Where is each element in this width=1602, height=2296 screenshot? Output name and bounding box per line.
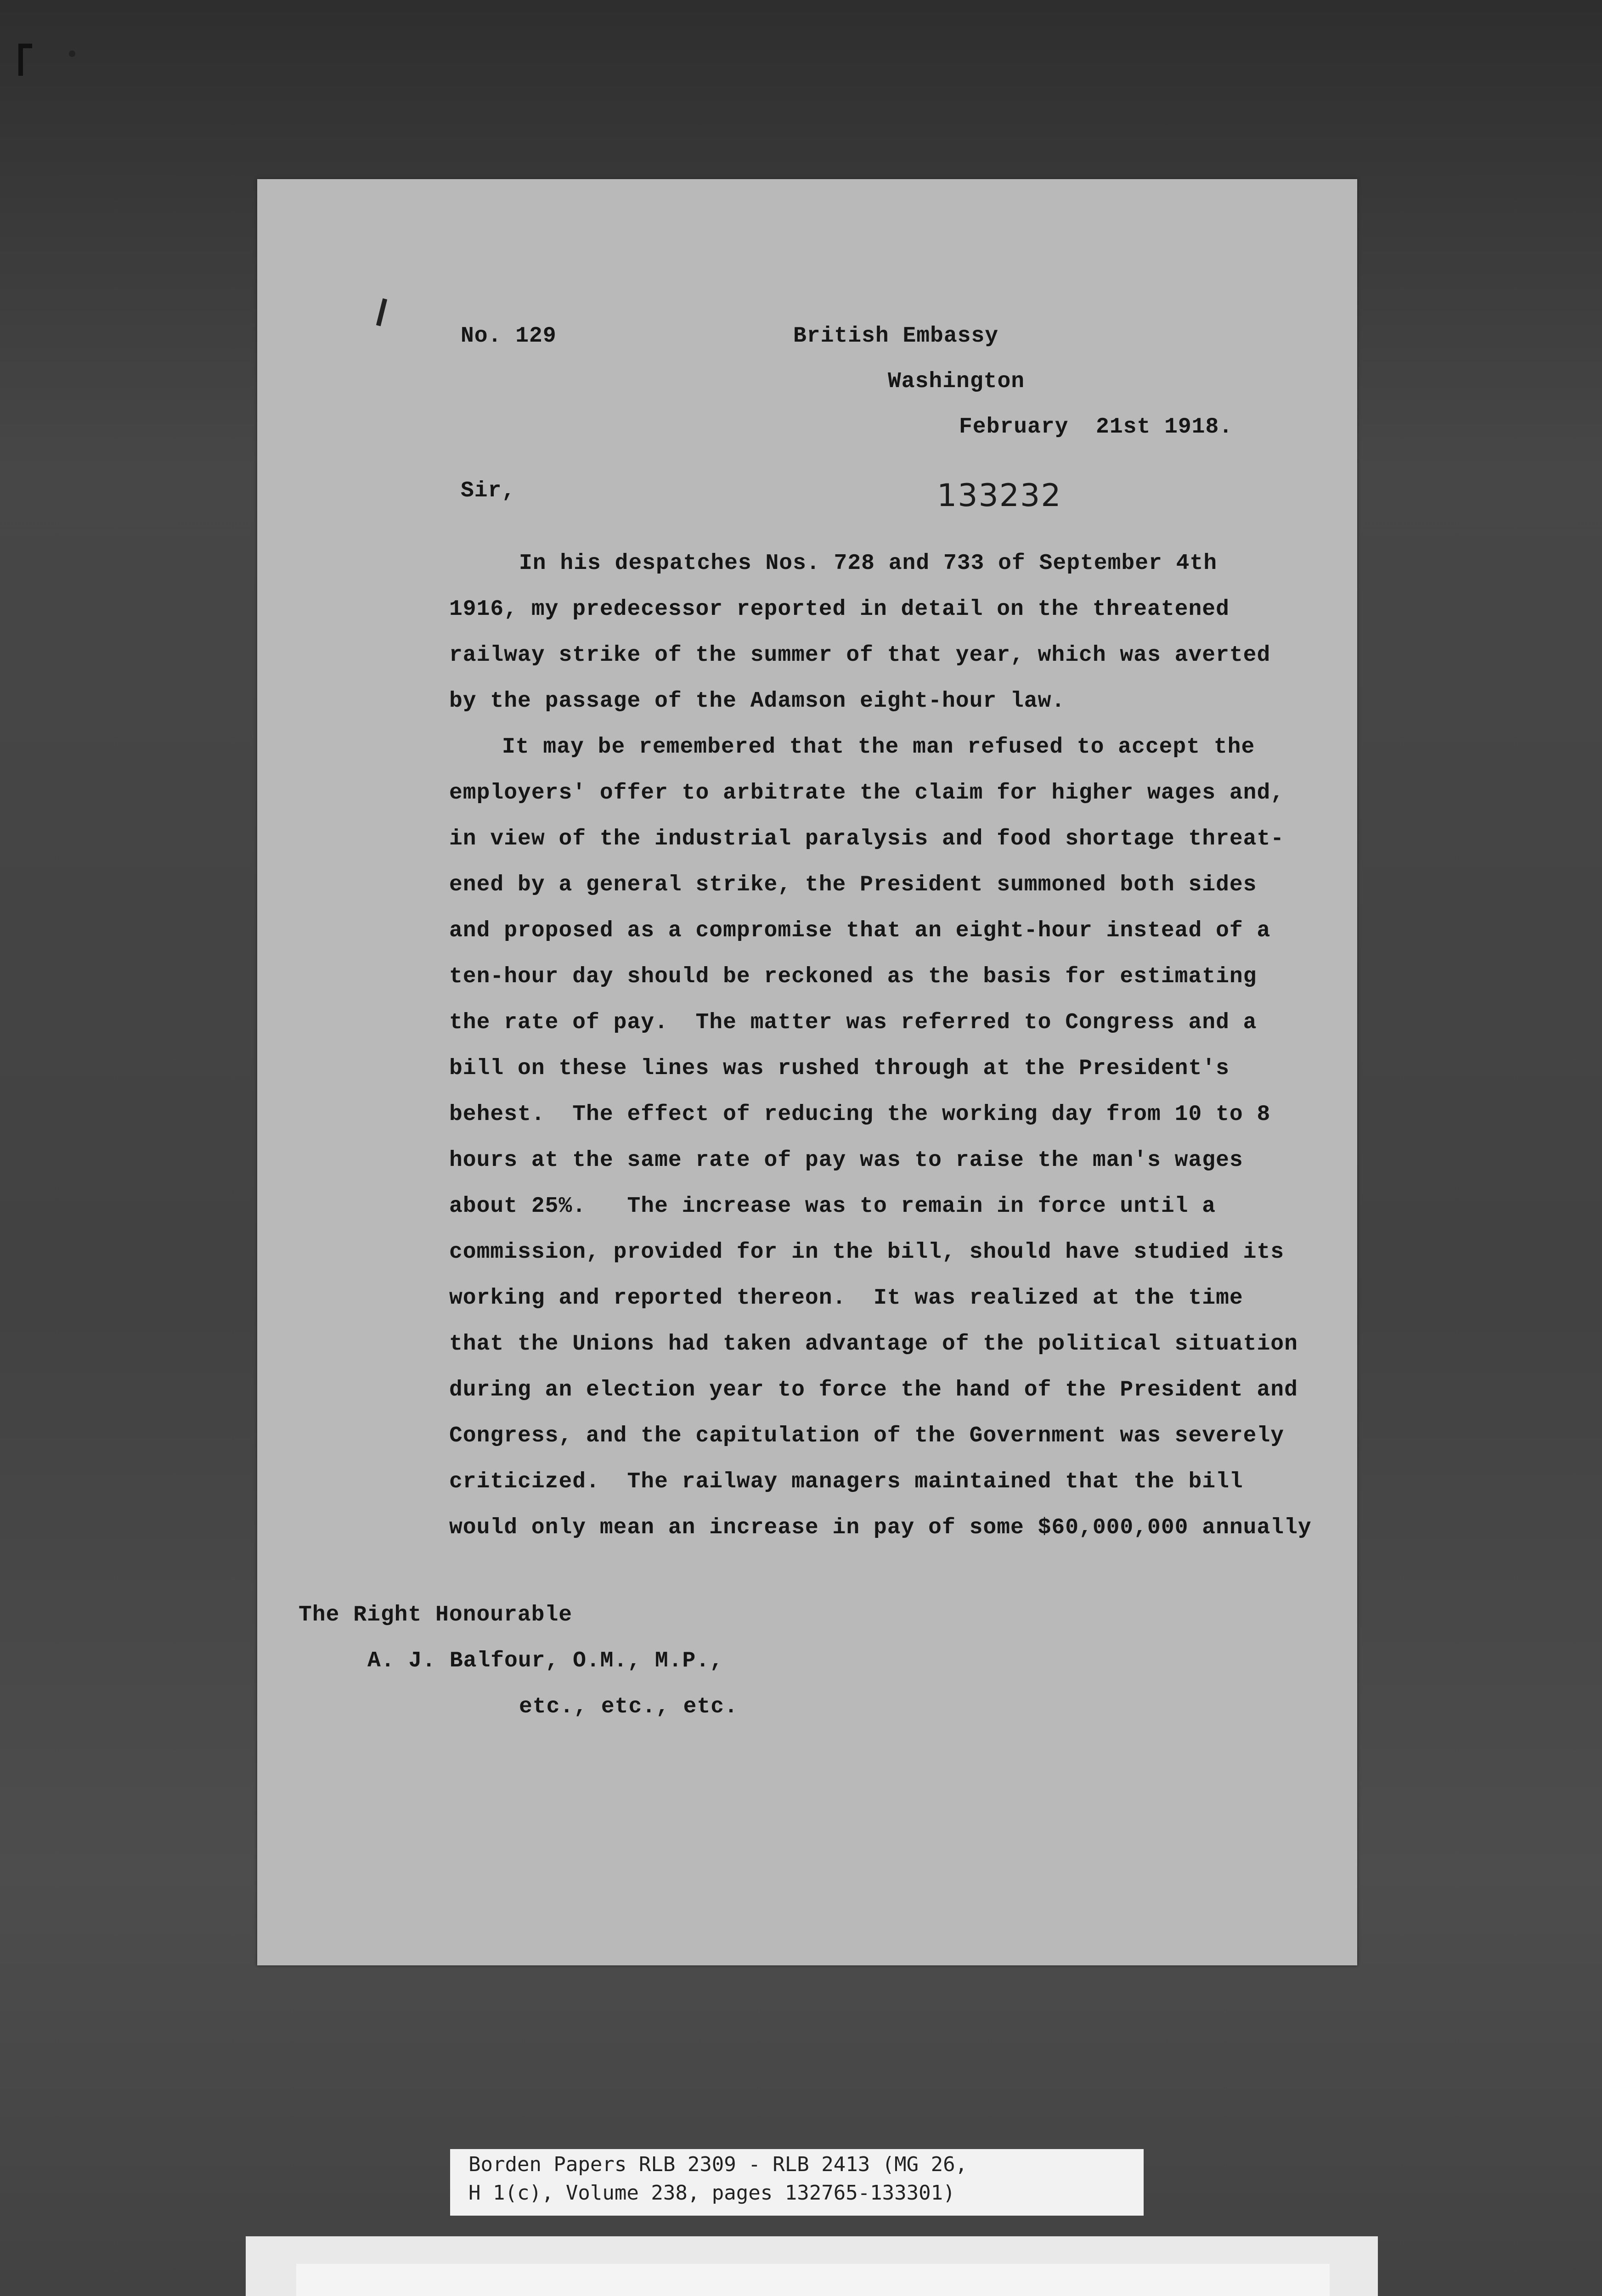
body-line: behest. The effect of reducing the working day from 10 to 8 xyxy=(449,1102,1271,1127)
body-line: criticized. The railway managers maintained that the bill xyxy=(449,1469,1243,1494)
body-line: railway strike of the summer of that year, which was averted xyxy=(449,643,1271,668)
addressee-title: The Right Honourable xyxy=(299,1603,573,1627)
reference-line: H 1(c), Volume 238, pages 132765-133301) xyxy=(468,2181,955,2205)
body-line: In his despatches Nos. 728 and 733 of September 4th xyxy=(519,551,1218,576)
body-line: ten-hour day should be reckoned as the basis for estimating xyxy=(449,964,1257,989)
body-line: by the passage of the Adamson eight-hour law. xyxy=(449,689,1066,714)
film-corner-mark xyxy=(18,44,32,76)
body-line: about 25%. The increase was to remain in force until a xyxy=(449,1194,1216,1219)
body-line: 1916, my predecessor reported in detail on the threatened xyxy=(449,597,1230,622)
body-line: commission, provided for in the bill, should have studied its xyxy=(449,1240,1285,1265)
reference-label xyxy=(450,2149,1144,2216)
addressee-name: A. J. Balfour, O.M., M.P., xyxy=(367,1649,723,1673)
body-line: that the Unions had taken advantage of the political situation xyxy=(449,1332,1298,1356)
body-line: employers' offer to arbitrate the claim for higher wages and, xyxy=(449,781,1285,805)
embassy-city: Washington xyxy=(888,369,1025,394)
addressee-etc: etc., etc., etc. xyxy=(519,1694,738,1719)
card-panel xyxy=(296,2264,1330,2296)
archives-card xyxy=(246,2236,1378,2296)
letter-date: February 21st 1918. xyxy=(959,415,1233,439)
body-line: bill on these lines was rushed through at the President's xyxy=(449,1056,1230,1081)
film-dust-dot xyxy=(69,51,75,57)
salutation: Sir, xyxy=(461,478,516,503)
body-line: hours at the same rate of pay was to raise the man's wages xyxy=(449,1148,1243,1173)
despatch-number: No. 129 xyxy=(461,324,557,349)
body-line: Congress, and the capitulation of the Government was severely xyxy=(449,1424,1285,1448)
reference-line: Borden Papers RLB 2309 - RLB 2413 (MG 26, xyxy=(468,2153,968,2176)
body-line: in view of the industrial paralysis and food shortage threat- xyxy=(449,827,1285,851)
body-line: and proposed as a compromise that an eight-hour instead of a xyxy=(449,918,1271,943)
body-line: ened by a general strike, the President summoned both sides xyxy=(449,872,1257,897)
body-line: It may be remembered that the man refused to accept the xyxy=(502,735,1255,760)
body-line: the rate of pay. The matter was referred to Congress and a xyxy=(449,1010,1257,1035)
stamped-page-number: 133232 xyxy=(937,478,1062,514)
body-line: would only mean an increase in pay of some $60,000,000 annually xyxy=(449,1515,1312,1540)
body-line: working and reported thereon. It was realized at the time xyxy=(449,1286,1243,1311)
embassy-name: British Embassy xyxy=(793,324,999,349)
body-line: during an election year to force the hand of the President and xyxy=(449,1378,1298,1402)
